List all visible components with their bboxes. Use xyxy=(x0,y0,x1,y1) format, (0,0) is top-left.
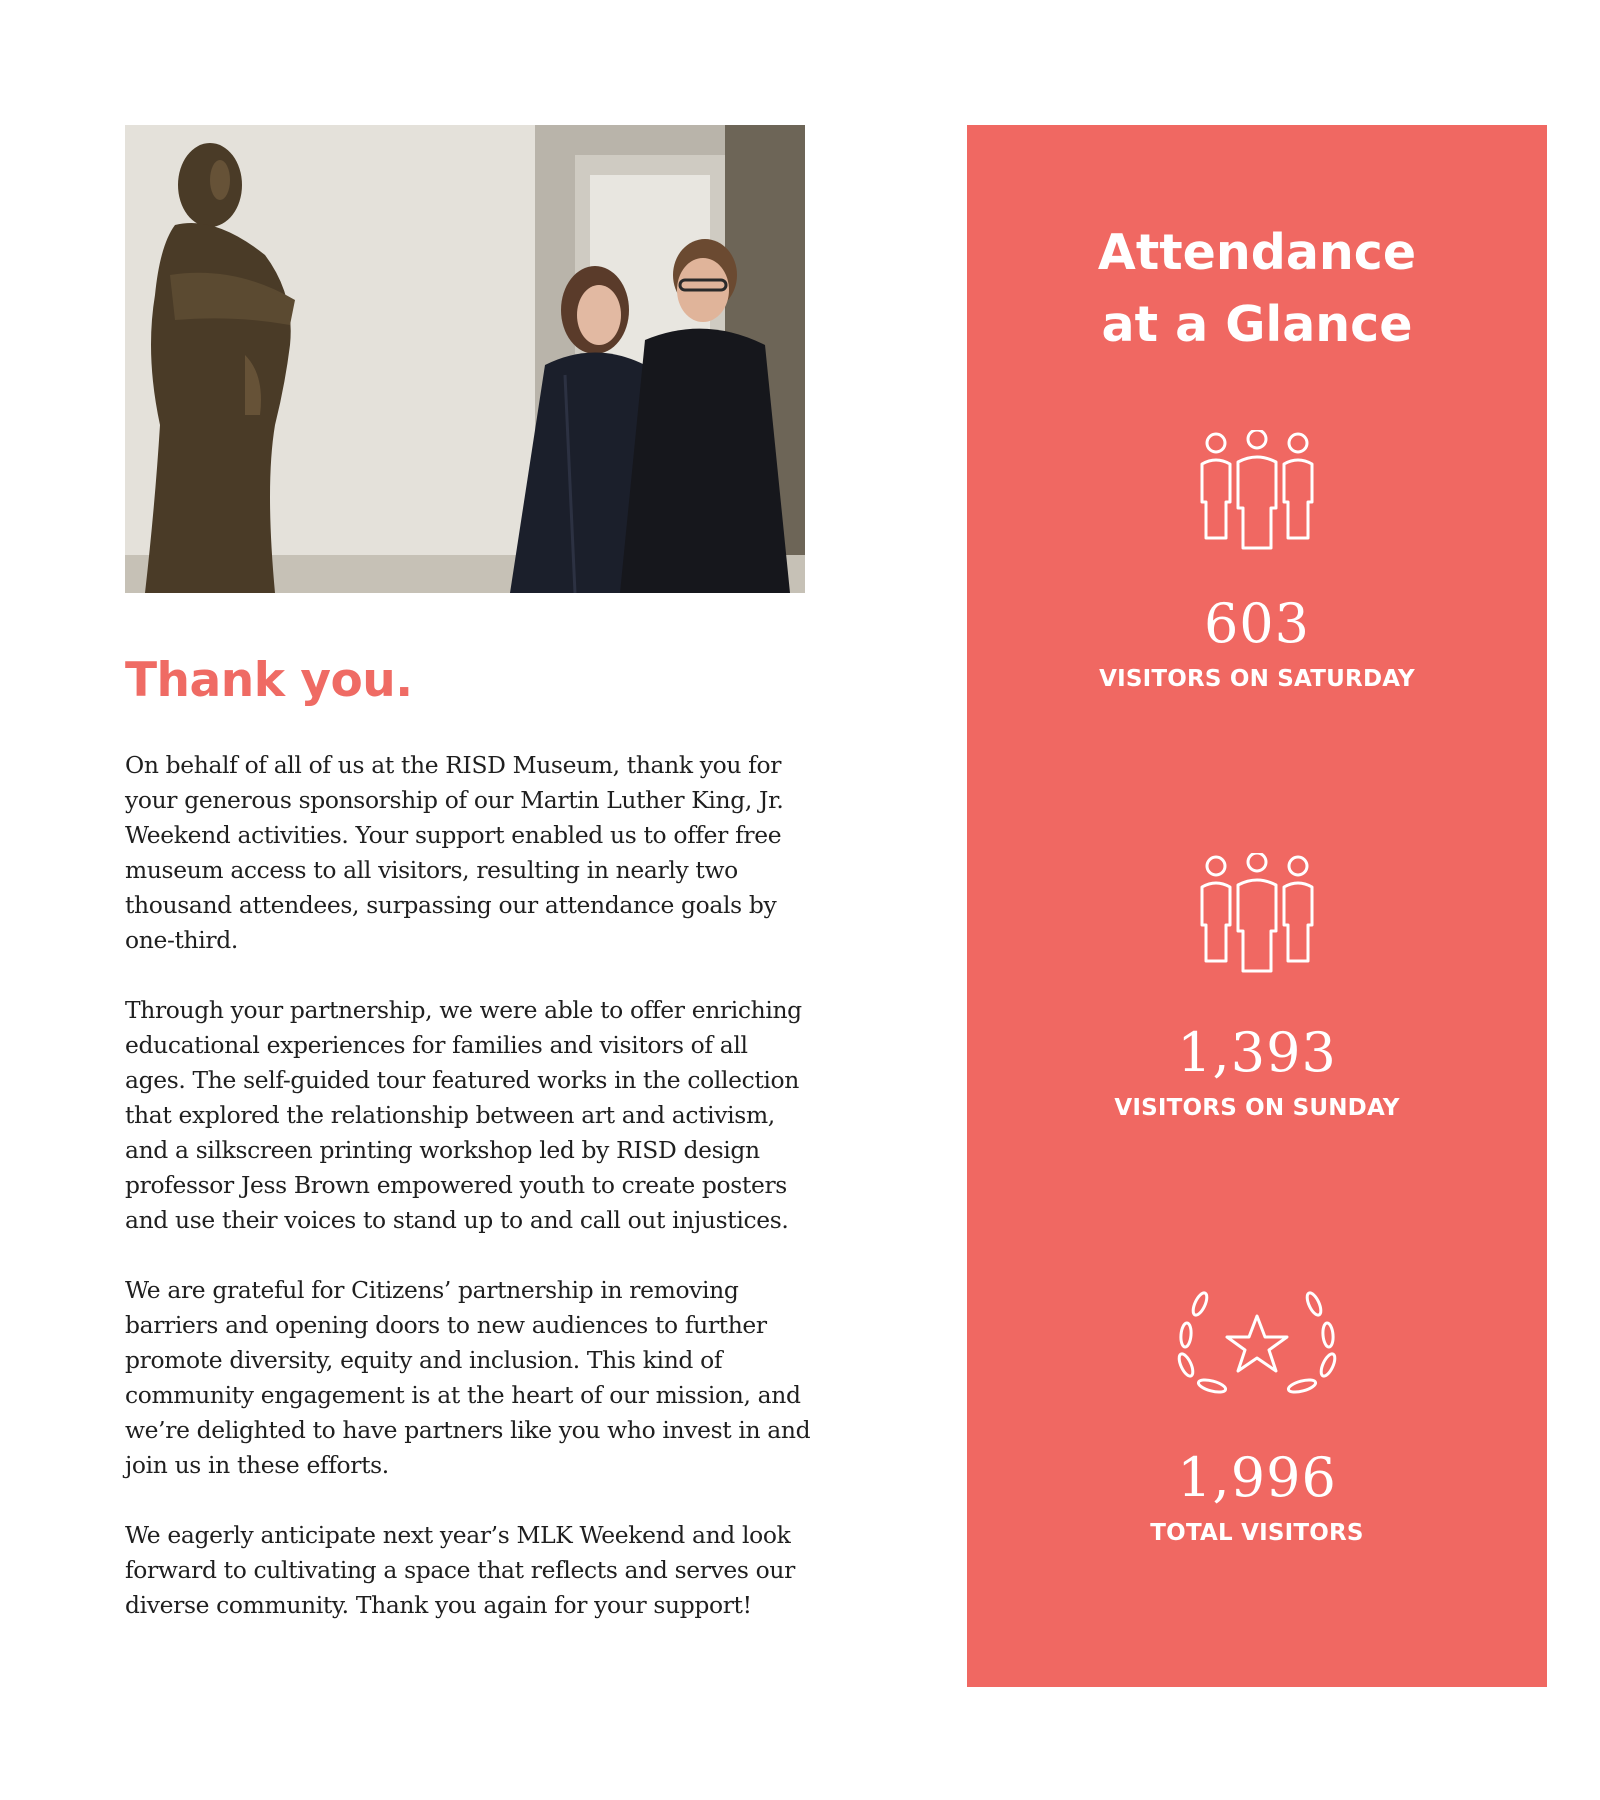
attendance-panel xyxy=(967,125,1547,1687)
stat-label: TOTAL VISITORS xyxy=(1150,1520,1364,1546)
museum-photo xyxy=(125,125,805,593)
stat-value: 1,393 xyxy=(1177,1021,1337,1084)
stat-total xyxy=(967,1290,1547,1548)
laurel-star-icon xyxy=(1172,1290,1342,1406)
museum-visitors-photo xyxy=(125,125,805,593)
panel-title-line-2: at a Glance xyxy=(1101,296,1413,353)
letter-paragraph: We are grateful for Citizens’ partnership in removing barriers and opening doors to new audiences to further promote diversity, equity and inclusion. This kind of community engagement is at the heart of our mission, and we’re delighted to have partners like you who invest in and join us in these efforts. xyxy=(125,1276,811,1479)
panel-title xyxy=(967,217,1547,361)
stat-sunday xyxy=(967,853,1547,1123)
stat-label: VISITORS ON SUNDAY xyxy=(1114,1095,1400,1121)
stat-saturday xyxy=(967,430,1547,694)
panel-title-line-1: Attendance xyxy=(1097,224,1417,281)
letter-body xyxy=(125,748,815,1658)
people-group-icon xyxy=(1192,430,1322,552)
people-group-icon xyxy=(1192,853,1322,975)
letter-paragraph: On behalf of all of us at the RISD Museum, thank you for your generous sponsorship of our Martin Luther King, Jr. Weekend activities. Your support enabled us to offer free museum access to all visitors, resulting in nearly two thousand attendees, surpassing our attendance goals by one-third. xyxy=(125,751,784,954)
letter-paragraph: Through your partnership, we were able to offer enriching educational experiences for families and visitors of all ages. The self-guided tour featured works in the collection that explored the relationship between art and activism, and a silkscreen printing workshop led by RISD design professor Jess Brown empowered youth to create posters and use their voices to stand up to and call out injustices. xyxy=(125,996,802,1234)
page-title: Thank you. xyxy=(125,653,413,708)
letter-paragraph: We eagerly anticipate next year’s MLK Weekend and look forward to cultivating a space that reflects and serves our diverse community. Thank you again for your support! xyxy=(125,1521,795,1619)
stat-value: 1,996 xyxy=(1177,1446,1337,1509)
stat-value: 603 xyxy=(1203,592,1311,655)
stat-label: VISITORS ON SATURDAY xyxy=(1099,666,1415,692)
